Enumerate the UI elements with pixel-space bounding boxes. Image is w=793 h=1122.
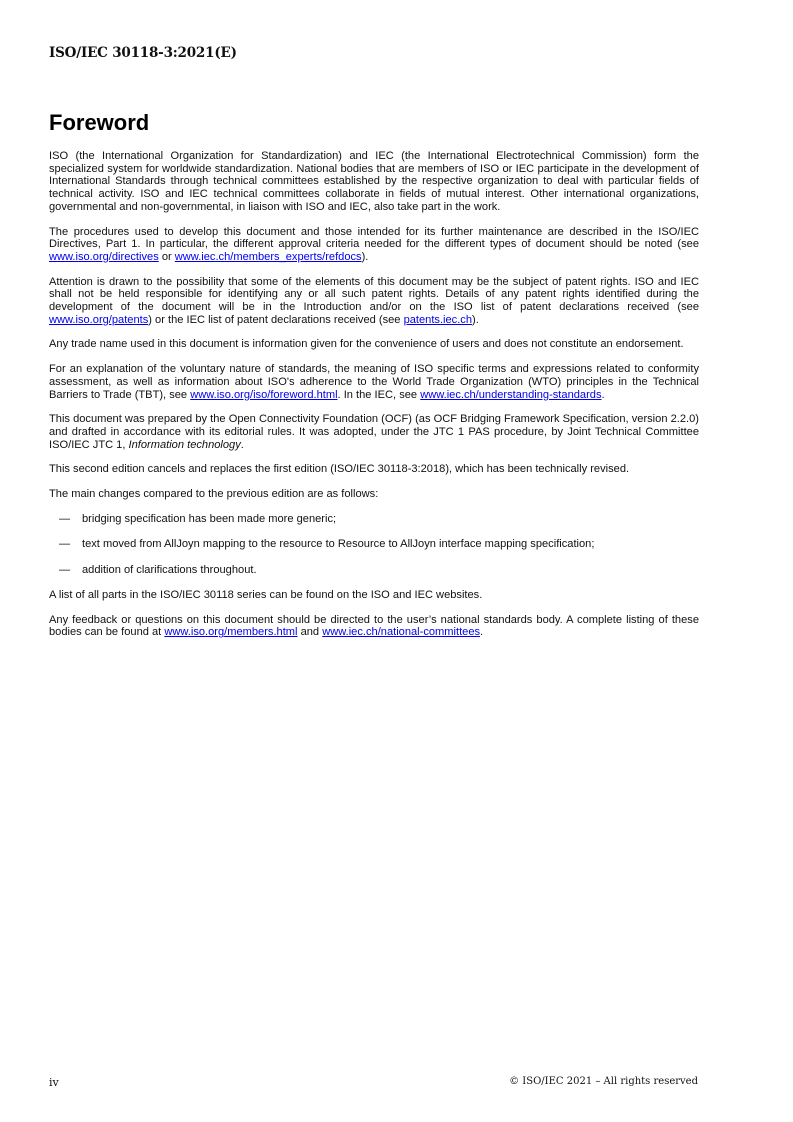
paragraph-trade-name: Any trade name used in this document is information given for the convenience of users and does not constitute an endorsement. <box>49 338 684 351</box>
text: . <box>480 626 484 639</box>
text: . In the IEC, see <box>337 388 421 401</box>
text: . <box>240 438 244 451</box>
list-item <box>49 513 699 526</box>
dash-bullet-icon: — <box>59 563 71 576</box>
copyright-notice: © ISO/IEC 2021 – All rights reserved <box>509 1076 698 1087</box>
page-title: Foreword <box>49 110 150 135</box>
paragraph-feedback <box>49 614 699 639</box>
text: ) or the IEC list of patent declarations received (see <box>148 313 404 326</box>
text: and <box>297 626 323 639</box>
paragraph-voluntary-nature <box>49 363 699 401</box>
list-item-text: text moved from AllJoyn mapping to the resource to Resource to AllJoyn interface mapping specification; <box>82 538 595 551</box>
list-item-text: addition of clarifications throughout. <box>82 563 257 576</box>
text: This document was prepared by the Open Connectivity Foundation (OCF) (as OCF Bridging Framework Specification, version 2.2.0) and drafted in accordance with its editorial rules. It was adopted, under the JTC 1 PAS procedure, by Joint Technical Committee ISO/IEC JTC 1, <box>49 413 699 451</box>
link-iec-national-committees[interactable]: www.iec.ch/national-committees <box>322 626 481 639</box>
paragraph-intro: ISO (the International Organization for Standardization) and IEC (the International Electrotechnical Commission) form the specialized system for worldwide standardization. National bodies that are members of ISO or IEC participate in the development of International Standards through technical committees established by the respective organization to deal with particular fields of technical activity. ISO and IEC technical committees collaborate in fields of mutual interest. Other international organizations, governmental and non-governmental, in liaison with ISO and IEC, also take part in the work. <box>49 150 699 213</box>
paragraph-procedures <box>49 226 699 264</box>
dash-bullet-icon: — <box>59 538 71 551</box>
italic-text: Information technology <box>128 438 241 451</box>
paragraph-series-list: A list of all parts in the ISO/IEC 30118 series can be found on the ISO and IEC websites. <box>49 588 483 601</box>
paragraph-main-changes: The main changes compared to the previous edition are as follows: <box>49 488 379 501</box>
link-iso-patents[interactable]: www.iso.org/patents <box>49 313 149 326</box>
text: The procedures used to develop this document and those intended for its further maintenance are described in the ISO/IEC Directives, Part 1. In particular, the different approval criteria needed for the different types of document should be noted (see <box>49 225 699 251</box>
paragraph-prepared-by <box>49 413 699 451</box>
link-iec-understanding-standards[interactable]: www.iec.ch/understanding-standards <box>420 388 602 401</box>
link-iec-patents[interactable]: patents.iec.ch <box>403 313 473 326</box>
list-item-text: bridging specification has been made more generic; <box>82 512 337 525</box>
text: . <box>601 388 605 401</box>
text: ). <box>361 250 369 263</box>
text: Any feedback or questions on this document should be directed to the user’s national standards body. A complete listing of these bodies can be found at <box>49 613 699 639</box>
list-item <box>49 564 699 577</box>
link-iso-directives[interactable]: www.iso.org/directives <box>49 250 159 263</box>
text: Attention is drawn to the possibility that some of the elements of this document may be the subject of patent rights. ISO and IEC shall not be held responsible for identifying any or all such patent rights. Details of any patent rights identified during the development of the document will be in the Introduction and/or on the ISO list of patent declarations received (see <box>49 275 699 314</box>
paragraph-second-edition: This second edition cancels and replaces the first edition (ISO/IEC 30118-3:2018), which has been technically revised. <box>49 463 630 476</box>
foreword-body <box>49 150 699 651</box>
document-id-header: ISO/IEC 30118-3:2021(E) <box>49 45 237 61</box>
page-number: iv <box>49 1076 59 1089</box>
link-iso-foreword[interactable]: www.iso.org/iso/foreword.html <box>190 388 338 401</box>
list-item <box>49 538 699 551</box>
link-iso-members[interactable]: www.iso.org/members.html <box>164 626 298 639</box>
changes-list <box>49 513 699 576</box>
paragraph-patents <box>49 276 699 327</box>
text: or <box>158 250 175 263</box>
link-iec-refdocs[interactable]: www.iec.ch/members_experts/refdocs <box>174 250 362 263</box>
text: For an explanation of the voluntary nature of standards, the meaning of ISO specific terms and expressions related to conformity assessment, as well as information about ISO's adherence to the World Trade Organization (WTO) principles in the Technical Barriers to Trade (TBT), see <box>49 363 699 401</box>
text: ). <box>472 313 479 326</box>
dash-bullet-icon: — <box>59 512 71 525</box>
